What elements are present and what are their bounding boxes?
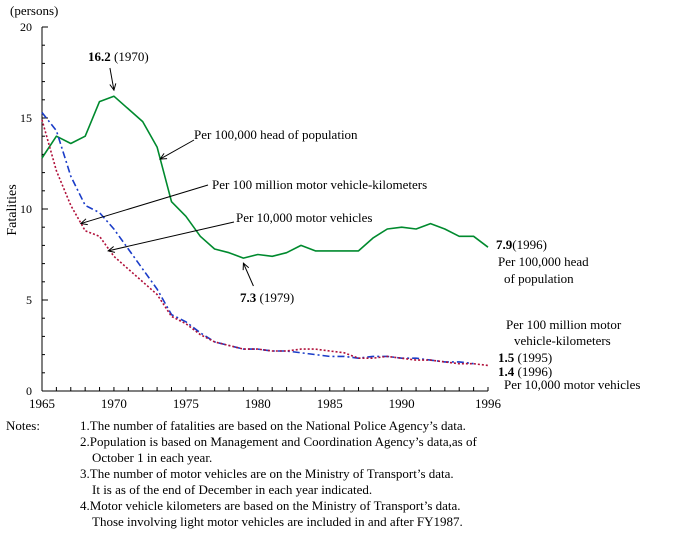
- note-4: [6, 498, 674, 530]
- note-4-line-2: Those involving light motor vehicles are included in and after FY1987.: [92, 514, 463, 529]
- annotation-low-1979: 7.3 (1979): [240, 290, 295, 305]
- pointer-label-vehicles: [108, 222, 234, 251]
- series-line-vehicles: [42, 120, 488, 366]
- x-tick-label: 1970: [100, 396, 127, 411]
- series-label-vehicle-km: Per 100 million motor vehicle-kilometers: [212, 177, 428, 192]
- y-tick-label: 5: [26, 293, 32, 307]
- x-tick-label: 1990: [388, 396, 415, 411]
- note-2: [6, 434, 674, 466]
- note-3: [6, 466, 674, 498]
- pointer-low-1979: [243, 263, 253, 286]
- note-1: [6, 418, 674, 434]
- note-4-line-1: 4.Motor vehicle kilometers are based on the Ministry of Transport’s data.: [80, 498, 461, 513]
- annotation-peak-1970: 16.2 (1970): [88, 49, 149, 64]
- end-value-population: 7.9(1996): [496, 237, 547, 252]
- x-tick-label: 1975: [172, 396, 199, 411]
- x-tick-label: 1985: [316, 396, 343, 411]
- end-value-vehicles: 1.4 (1996): [498, 364, 553, 379]
- y-tick-label: 0: [26, 384, 32, 398]
- series-label-vehicles: Per 10,000 motor vehicles: [236, 210, 373, 225]
- right-label-population-2: of population: [504, 271, 574, 286]
- right-label-vehicle-km-2: vehicle-kilometers: [514, 333, 611, 348]
- x-tick-label: 1980: [244, 396, 271, 411]
- x-tick-label: 1965: [29, 396, 55, 411]
- x-tick-label: 1996: [475, 396, 501, 411]
- y-tick-label: 10: [20, 202, 32, 216]
- notes: [6, 418, 674, 530]
- note-2-line-2: October 1 in each year.: [92, 450, 213, 465]
- end-value-vehicle-km: 1.5 (1995): [498, 350, 553, 365]
- series-line-vehicle-km: [42, 113, 474, 364]
- pointer-label-vehicle-km: [81, 185, 208, 224]
- y-tick-label: 15: [20, 111, 32, 125]
- y-axis-label: Fatalities: [5, 184, 20, 236]
- right-label-vehicles: Per 10,000 motor vehicles: [504, 377, 641, 392]
- right-label-vehicle-km-1: Per 100 million motor: [506, 317, 622, 332]
- right-label-population-1: Per 100,000 head: [498, 254, 589, 269]
- note-2-line-1: 2.Population is based on Management and Coordination Agency’s data,as of: [80, 434, 477, 449]
- notes-heading: Notes:: [6, 418, 40, 433]
- y-tick-label: 20: [20, 20, 32, 34]
- y-unit-label: (persons): [10, 3, 59, 18]
- note-3-line-2: It is as of the end of December in each year indicated.: [92, 482, 373, 497]
- note-3-line-1: 3.The number of motor vehicles are on the Ministry of Transport’s data.: [80, 466, 454, 481]
- pointer-label-population: [160, 140, 194, 159]
- note-1-line-1: 1.The number of fatalities are based on the National Police Agency’s data.: [80, 418, 466, 433]
- series-label-population: Per 100,000 head of population: [194, 127, 358, 142]
